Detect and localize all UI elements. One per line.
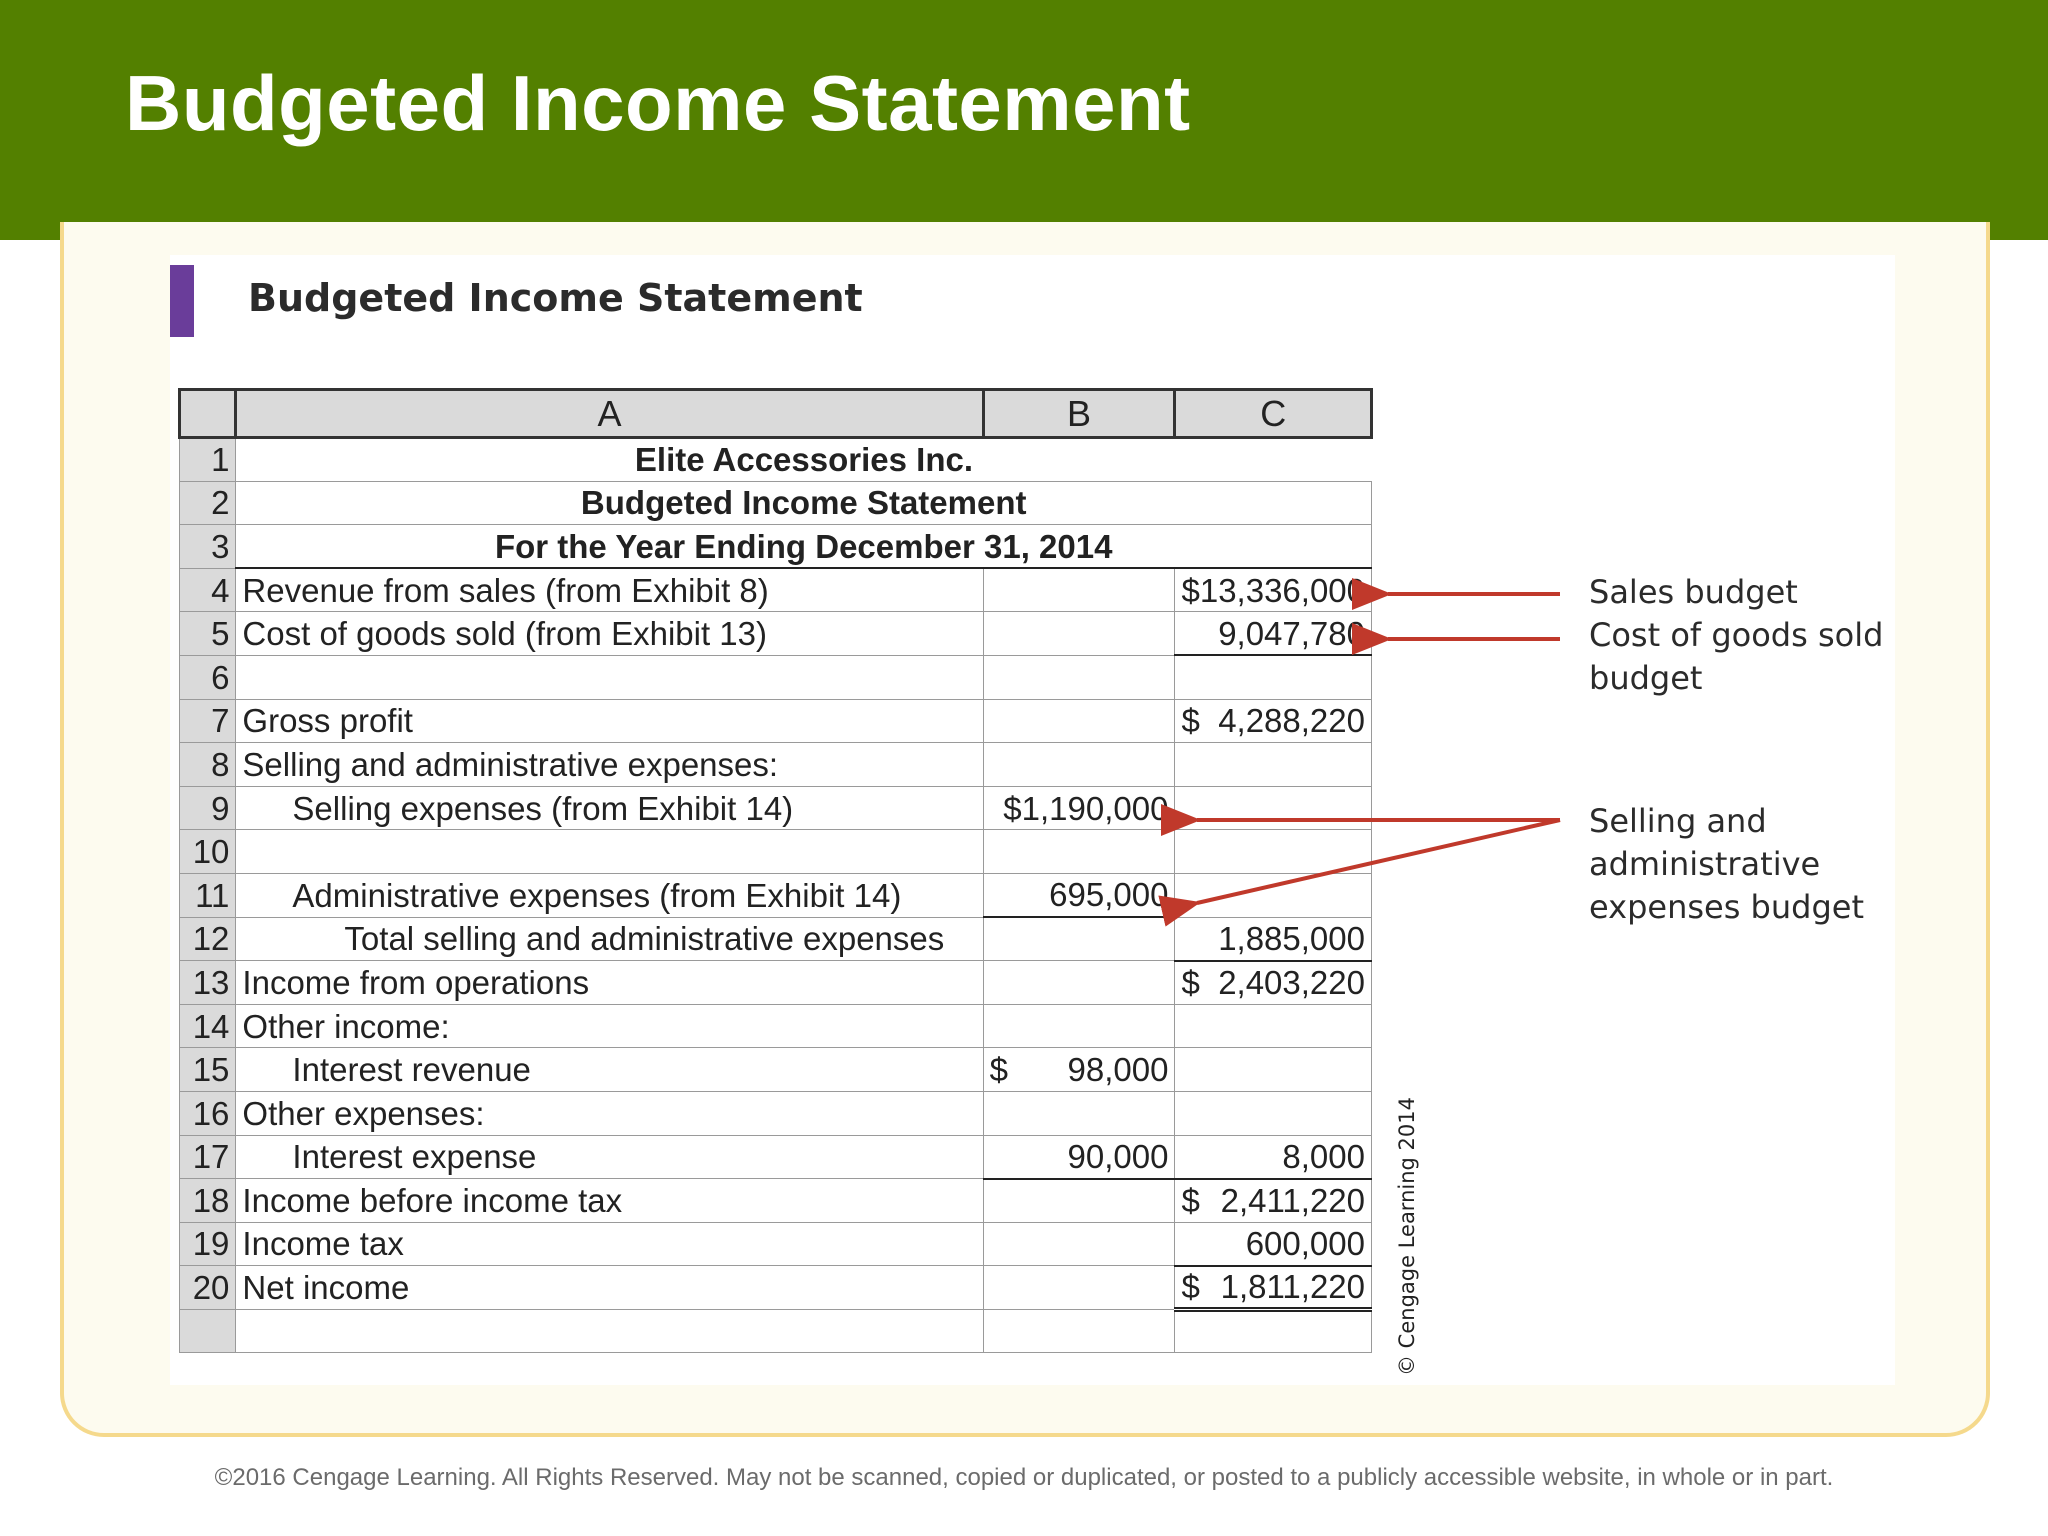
row-number: 16	[180, 1091, 236, 1135]
label-cell: Selling expenses (from Exhibit 14)	[236, 786, 983, 830]
period-cell: For the Year Ending December 31, 2014	[236, 525, 1372, 569]
row-number: 1	[180, 438, 236, 482]
label-cell: Income before income tax	[236, 1179, 983, 1223]
label-cell: Interest expense	[236, 1135, 983, 1179]
label-cell: Income tax	[236, 1222, 983, 1266]
admin-expenses-arrow	[1197, 820, 1560, 903]
column-header-a: A	[236, 390, 983, 438]
dollar-sign: $	[989, 1051, 1008, 1089]
cogs-budget-callout: Cost of goods sold budget	[1589, 616, 1884, 697]
label-cell: Other expenses:	[236, 1091, 983, 1135]
row-number: 10	[180, 830, 236, 874]
income-tax-value: 600,000	[1175, 1222, 1372, 1266]
revenue-value: $13,336,000	[1175, 568, 1372, 612]
row-number: 6	[180, 655, 236, 699]
net-other-value: 8,000	[1175, 1135, 1372, 1179]
label-cell: Gross profit	[236, 699, 983, 743]
row-number: 17	[180, 1135, 236, 1179]
row-number: 18	[180, 1179, 236, 1223]
row-number: 8	[180, 743, 236, 787]
row-number: 5	[180, 612, 236, 656]
amount: 4,288,220	[1218, 702, 1365, 740]
total-sga-value: 1,885,000	[1175, 917, 1372, 961]
label-cell: Selling and administrative expenses:	[236, 743, 983, 787]
column-header-b: B	[983, 390, 1175, 438]
footer-copyright: ©2016 Cengage Learning. All Rights Reserved. May not be scanned, copied or duplicated, or posted to a publicly accessible website, in whole or in part.	[214, 1464, 1834, 1491]
label-cell: Net income	[236, 1266, 983, 1310]
label-cell: Administrative expenses (from Exhibit 14)	[236, 873, 983, 917]
row-number: 2	[180, 481, 236, 525]
row-number: 3	[180, 525, 236, 569]
row-number: 12	[180, 917, 236, 961]
column-header-c: C	[1175, 390, 1372, 438]
dollar-sign: $	[1181, 964, 1200, 1002]
row-number: 9	[180, 786, 236, 830]
row-number: 14	[180, 1004, 236, 1048]
row-number: 7	[180, 699, 236, 743]
amount: 2,411,220	[1220, 1182, 1365, 1220]
dollar-sign: $	[1181, 1182, 1200, 1220]
label-cell: Income from operations	[236, 961, 983, 1005]
label-cell: Interest revenue	[236, 1048, 983, 1092]
row-number: 15	[180, 1048, 236, 1092]
amount: 1,811,220	[1220, 1268, 1365, 1306]
company-name-cell: Elite Accessories Inc.	[236, 438, 1372, 482]
statement-title-cell: Budgeted Income Statement	[236, 481, 1372, 525]
row-number: 11	[180, 873, 236, 917]
exhibit-copyright: © Cengage Learning 2014	[1395, 1097, 1419, 1376]
slide-title: Budgeted Income Statement	[125, 59, 1191, 147]
label-cell: Total selling and administrative expenses	[236, 917, 983, 961]
admin-expenses-value: 695,000	[983, 873, 1175, 917]
row-number: 20	[180, 1266, 236, 1310]
dollar-sign: $	[1181, 702, 1200, 740]
exhibit-title: Budgeted Income Statement	[248, 276, 863, 320]
interest-expense-value: 90,000	[983, 1135, 1175, 1179]
label-cell: Cost of goods sold (from Exhibit 13)	[236, 612, 983, 656]
amount: 98,000	[1067, 1051, 1169, 1089]
row-number: 4	[180, 568, 236, 612]
row-number: 19	[180, 1222, 236, 1266]
label-cell: Other income:	[236, 1004, 983, 1048]
label-cell: Revenue from sales (from Exhibit 8)	[236, 568, 983, 612]
sga-budget-callout: Selling and administrative expenses budget	[1589, 802, 1864, 926]
sales-budget-callout: Sales budget	[1589, 573, 1798, 611]
amount: 2,403,220	[1218, 964, 1365, 1002]
row-number: 13	[180, 961, 236, 1005]
cogs-value: 9,047,780	[1175, 612, 1372, 656]
selling-expenses-value: $1,190,000	[983, 786, 1175, 830]
dollar-sign: $	[1181, 1268, 1200, 1306]
